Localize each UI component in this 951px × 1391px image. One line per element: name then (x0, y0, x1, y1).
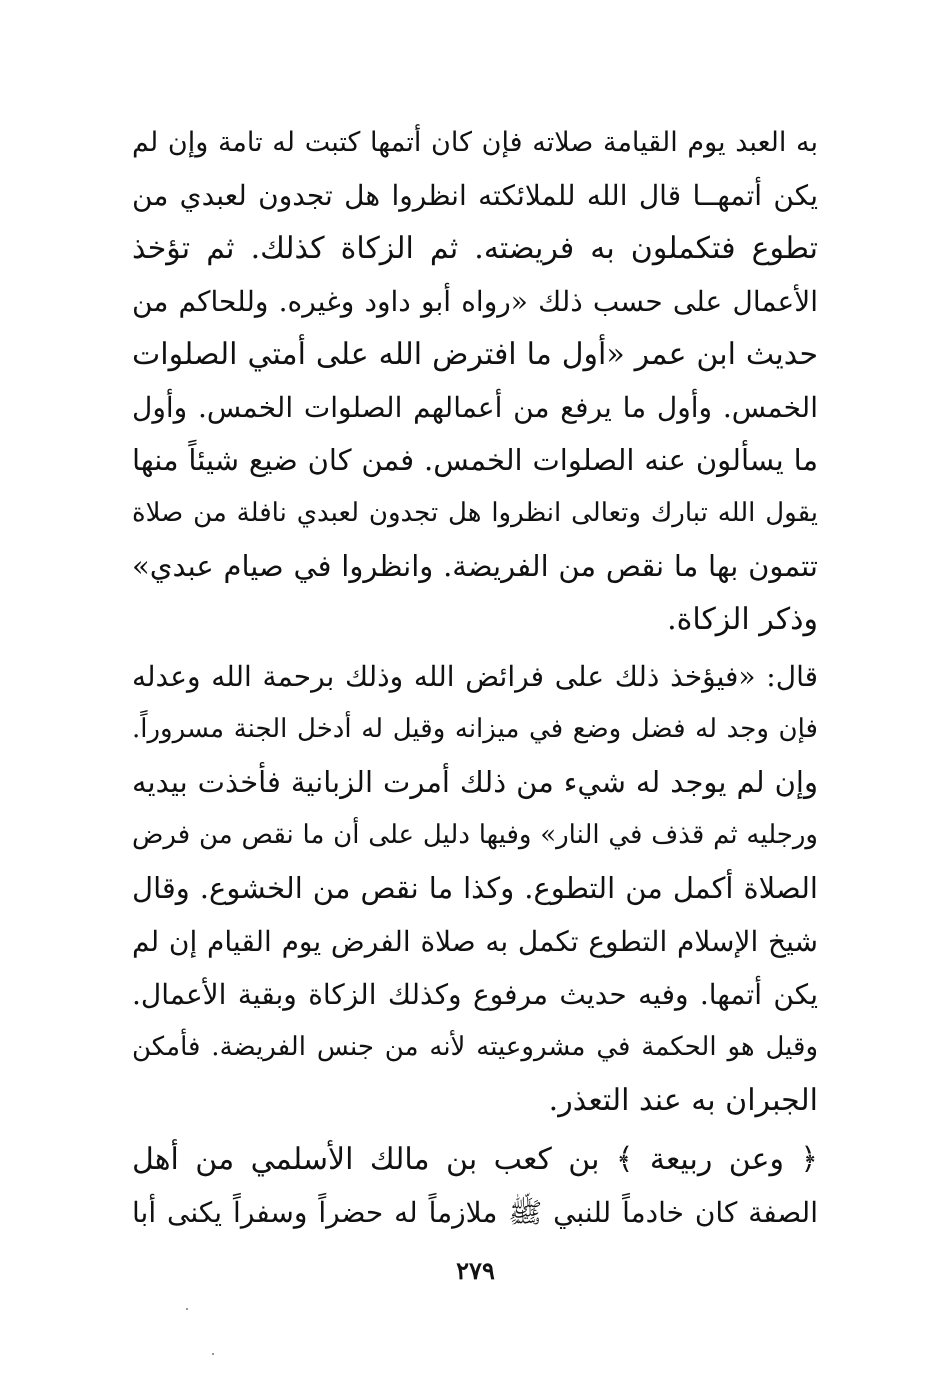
paragraph-3 (132, 1133, 818, 1239)
page-number: ٢٧٩ (456, 1256, 495, 1285)
text-line: قال: «فيؤخذ ذلك على فرائض الله وذلك برحمة الله وعدله (132, 660, 818, 693)
text-line: الصلاة أكمل من التطوع. وكذا ما نقص من الخشوع. وقال (132, 871, 818, 905)
text-line: يقول الله تبارك وتعالى انظروا هل تجدون لعبدي نافلة من صلاة (132, 498, 818, 528)
scan-speck (212, 1353, 214, 1355)
text-line: تطوع فتكملون به فريضته. ثم الزكاة كذلك. ثم تؤخذ (132, 231, 818, 266)
text-line: وقيل هو الحكمة في مشروعيته لأنه من جنس الفريضة. فأمكن (132, 1032, 818, 1062)
text-line: يكن أتمهــا قال الله للملائكته انظروا هل تجدون لعبدي من (132, 179, 818, 212)
paragraph-1 (132, 116, 818, 646)
scan-speck (186, 1308, 188, 1310)
text-line: فإن وجد له فضل وضع في ميزانه وقيل له أدخل الجنة مسروراً. (132, 714, 818, 744)
text-line: به العبد يوم القيامة صلاته فإن كان أتمها كتبت له تامة وإن لم (132, 127, 818, 158)
text-line: وذكر الزكاة. (667, 602, 818, 637)
text-line: يكن أتمها. وفيه حديث مرفوع وكذلك الزكاة وبقية الأعمال. (132, 978, 818, 1011)
text-line: الجبران به عند التعذر. (548, 1083, 818, 1118)
text-line: تتمون بها ما نقص من الفريضة. وانظروا في صيام عبدي» (132, 549, 818, 583)
text-line: الأعمال على حسب ذلك «رواه أبو داود وغيره. وللحاكم من (132, 285, 818, 318)
text-line: ورجليه ثم قذف في النار» وفيها دليل على أن ما نقص من فرض (132, 820, 818, 850)
text-line: الصفة كان خادماً للنبي ﷺ ملازماً له حضراً وسفراً يكنى أبا (132, 1196, 818, 1229)
paragraph-2 (132, 650, 818, 1127)
text-line: حديث ابن عمر «أول ما افترض الله على أمتي الصلوات (132, 337, 818, 372)
text-line: ﴿ وعن ربيعة ﴾ بن كعب بن مالك الأسلمي من أهل (132, 1142, 818, 1177)
text-line: الخمس. وأول ما يرفع من أعمالهم الصلوات الخمس. وأول (132, 391, 818, 424)
text-line: ما يسألون عنه الصلوات الخمس. فمن كان ضيع شيئاً منها (132, 443, 818, 477)
text-line: وإن لم يوجد له شيء من ذلك أمرت الزبانية فأخذت بيديه (132, 765, 818, 799)
text-line: شيخ الإسلام التطوع تكمل به صلاة الفرض يوم القيام إن لم (132, 925, 818, 958)
